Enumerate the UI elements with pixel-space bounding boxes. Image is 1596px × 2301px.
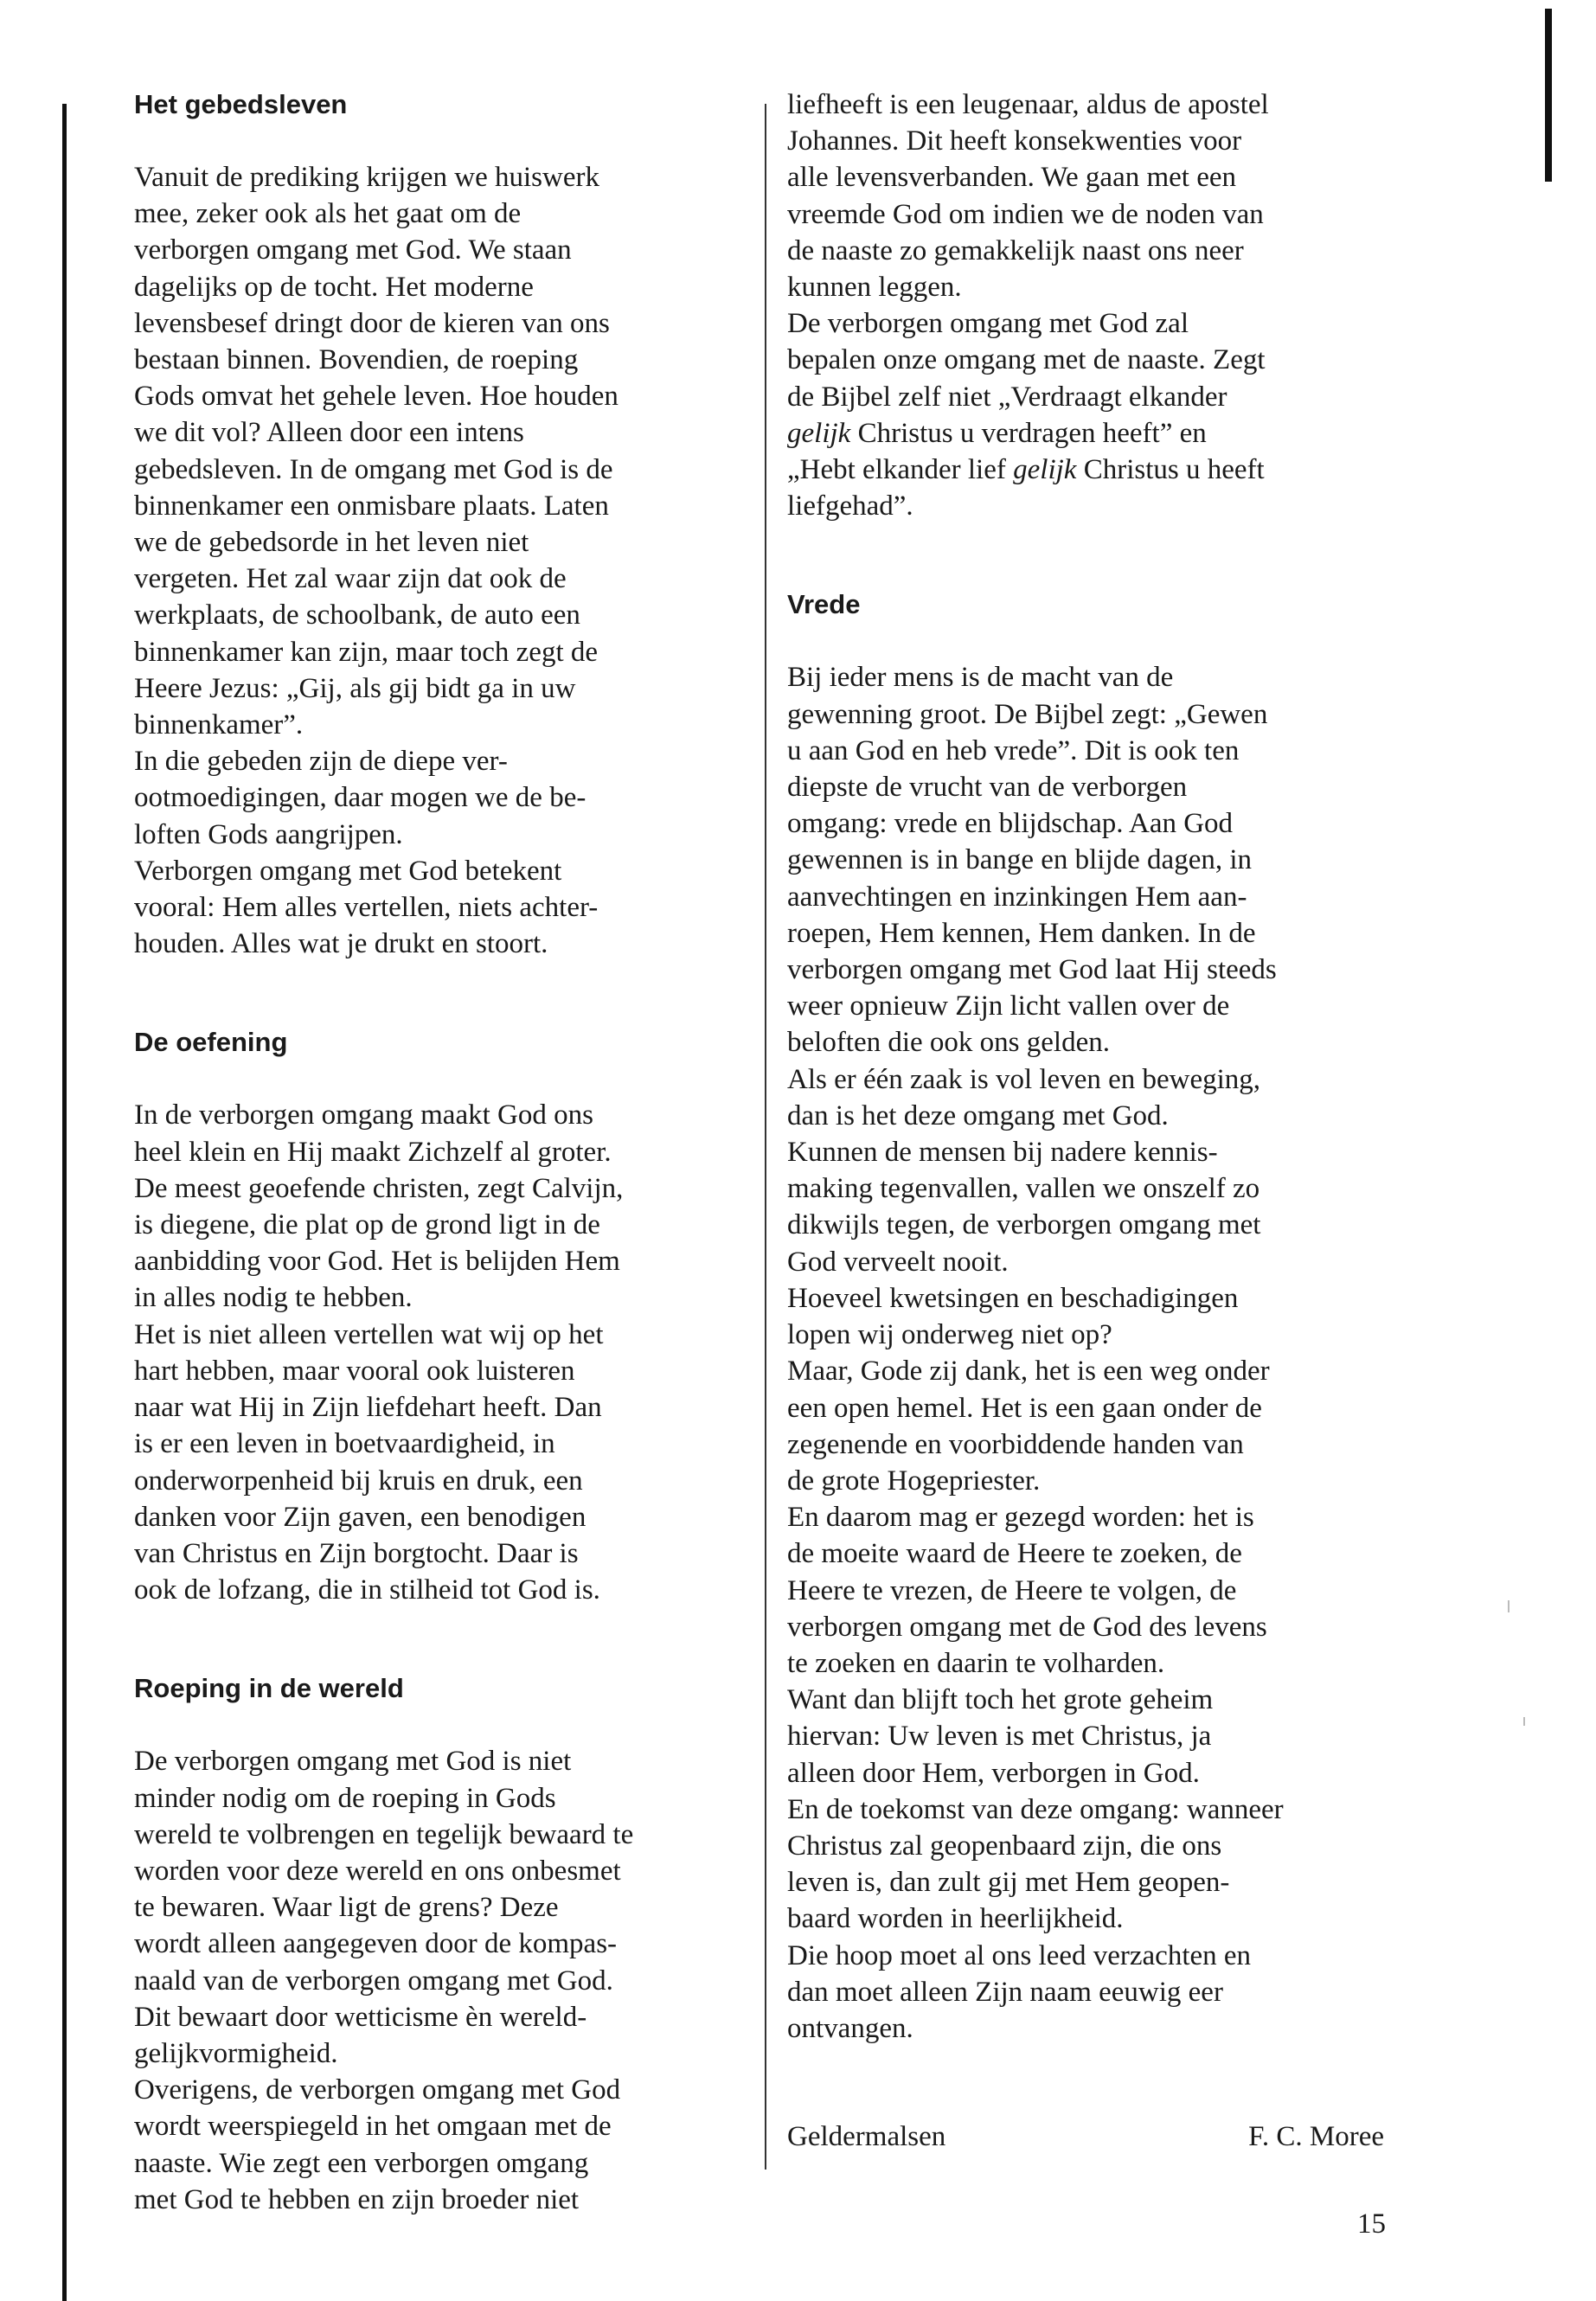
text-line: beloften die ook ons gelden.: [787, 1027, 1110, 1059]
text-line: De verborgen omgang met God zal: [787, 308, 1189, 340]
text-line: te zoeken en daarin te volharden.: [787, 1647, 1165, 1679]
text-line: kunnen leggen.: [787, 272, 962, 304]
left-column: [134, 87, 740, 2218]
text-line: met God te hebben en zijn broeder niet: [134, 2183, 580, 2215]
text-line: liefheeft is een leugenaar, aldus de apostel: [787, 89, 1269, 120]
text-line: te bewaren. Waar ligt de grens? Deze: [134, 1892, 559, 1924]
text-line: Christus zal geopenbaard zijn, die ons: [787, 1830, 1222, 1862]
text-line: Die hoop moet al ons leed verzachten en: [787, 1939, 1252, 1971]
text-line: naar wat Hij in Zijn liefdehart heeft. Dan: [134, 1392, 602, 1424]
section-body-oefening: [134, 1097, 740, 1608]
text-line: vooral: Hem alles vertellen, niets achter-: [134, 892, 599, 924]
text-line: liefgehad”.: [787, 490, 913, 522]
continued-paragraph: [787, 87, 1397, 415]
text-line: God verveelt nooit.: [787, 1246, 1009, 1278]
text-line: gewennen is in bange en blijde dagen, in: [787, 844, 1253, 876]
text-line: Vanuit de prediking krijgen we huiswerk: [134, 162, 599, 193]
text-line: worden voor deze wereld en ons onbesmet: [134, 1855, 621, 1887]
text-line: wordt weerspiegeld in het omgaan met de: [134, 2111, 612, 2143]
text-line: dan is het deze omgang met God.: [787, 1099, 1169, 1131]
text-line: En de toekomst van deze omgang: wanneer: [787, 1793, 1284, 1825]
section-heading-vrede: Vrede: [787, 589, 861, 620]
text-line: de naaste zo gemakkelijk naast ons neer: [787, 234, 1244, 266]
text-line: Johannes. Dit heeft konsekwenties voor: [787, 125, 1242, 157]
scan-speck: [1523, 1717, 1525, 1726]
text-line: is er een leven in boetvaardigheid, in: [134, 1428, 555, 1460]
text-line: bepalen onze omgang met de naaste. Zegt: [787, 344, 1266, 376]
section-heading-roeping: Roeping in de wereld: [134, 1673, 404, 1704]
text-line: dikwijls tegen, de verborgen omgang met: [787, 1209, 1261, 1241]
text-line: Heere te vrezen, de Heere te volgen, de: [787, 1574, 1237, 1606]
text-line: Maar, Gode zij dank, het is een weg onder: [787, 1356, 1270, 1388]
text-line: En daarom mag er gezegd worden: het is: [787, 1502, 1254, 1534]
text-line: werkplaats, de schoolbank, de auto een: [134, 599, 580, 631]
text-line: in alles nodig te hebben.: [134, 1282, 413, 1314]
text-line: verborgen omgang met God. We staan: [134, 234, 572, 266]
byline-author: F. C. Moree: [1248, 2121, 1384, 2152]
column-divider: [765, 104, 766, 2170]
text-line: dan moet alleen Zijn naam eeuwig eer: [787, 1976, 1223, 2008]
text-line: binnenkamer een onmisbare plaats. Laten: [134, 490, 609, 522]
text-line: baard worden in heerlijkheid.: [787, 1903, 1124, 1935]
text-line: Het is niet alleen vertellen wat wij op het: [134, 1318, 604, 1350]
text-line: Bij ieder mens is de macht van de: [787, 662, 1174, 694]
text-line: gelijk Christus u verdragen heeft” en: [787, 417, 1207, 449]
page-number: 15: [1357, 2208, 1386, 2240]
text-line: wordt alleen aangegeven door de kompas-: [134, 1928, 618, 1960]
text-line: Hoeveel kwetsingen en beschadigingen: [787, 1282, 1239, 1314]
text-line: zegenende en voorbiddende handen van: [787, 1428, 1244, 1460]
text-line: gelijkvormigheid.: [134, 2037, 338, 2069]
section-heading-oefening: De oefening: [134, 1027, 288, 1058]
text-line: verborgen omgang met de God des levens: [787, 1611, 1267, 1643]
text-line: onderworpenheid bij kruis en druk, een: [134, 1465, 583, 1497]
page-edge-mark: [1545, 9, 1552, 182]
text-line: de moeite waard de Heere te zoeken, de: [787, 1538, 1242, 1570]
section-heading-gebedsleven: Het gebedsleven: [134, 89, 348, 119]
text-line: binnenkamer”.: [134, 709, 304, 741]
text-line: gewenning groot. De Bijbel zegt: „Gewen: [787, 698, 1268, 730]
text-line: wereld te volbrengen en tegelijk bewaard te: [134, 1818, 634, 1850]
text-line: „Hebt elkander lief gelijk Christus u heeft: [787, 454, 1265, 486]
text-line: we dit vol? Alleen door een intens: [134, 417, 524, 449]
text-line: Verborgen omgang met God betekent: [134, 855, 562, 887]
text-line: heel klein en Hij maakt Zichzelf al groter.: [134, 1136, 612, 1168]
text-line: naaste. Wie zegt een verborgen omgang: [134, 2147, 589, 2179]
text-line: houden. Alles wat je drukt en stoort.: [134, 928, 548, 960]
text-line: leven is, dan zult gij met Hem geopen-: [787, 1867, 1230, 1899]
text-line: danken voor Zijn gaven, een benodigen: [134, 1501, 586, 1533]
text-line: u aan God en heb vrede”. Dit is ook ten: [787, 734, 1240, 766]
text-line: Heere Jezus: „Gij, als gij bidt ga in uw: [134, 672, 576, 704]
section-body-roeping: [134, 1743, 740, 2218]
section-body-vrede: [787, 659, 1397, 2047]
text-line: dagelijks op de tocht. Het moderne: [134, 271, 534, 303]
text-line: making tegenvallen, vallen we onszelf zo: [787, 1173, 1260, 1205]
text-line: In die gebeden zijn de diepe ver-: [134, 746, 508, 778]
text-line: diepste de vrucht van de verborgen: [787, 772, 1188, 804]
text-line: De meest geoefende christen, zegt Calvijn,: [134, 1172, 624, 1204]
text-line: binnenkamer kan zijn, maar toch zegt de: [134, 636, 599, 668]
text-line: bestaan binnen. Bovendien, de roeping: [134, 344, 579, 376]
text-line: is diegene, die plat op de grond ligt in de: [134, 1209, 600, 1241]
text-line: alleen door Hem, verborgen in God.: [787, 1757, 1200, 1789]
text-line: we de gebedsorde in het leven niet: [134, 527, 529, 559]
text-line: weer opnieuw Zijn licht vallen over de: [787, 990, 1230, 1022]
text-line: ook de lofzang, die in stilheid tot God is.: [134, 1574, 600, 1606]
text-line: naald van de verborgen omgang met God.: [134, 1965, 613, 1997]
text-line: De verborgen omgang met God is niet: [134, 1746, 572, 1778]
text-line: verborgen omgang met God laat Hij steeds: [787, 954, 1277, 986]
text-line: hart hebben, maar vooral ook luisteren: [134, 1355, 575, 1387]
text-line: omgang: vrede en blijdschap. Aan God: [787, 808, 1234, 840]
page-edge-shadow: [62, 104, 67, 2301]
text-line: alle levensverbanden. We gaan met een: [787, 162, 1236, 194]
text-line: Want dan blijft toch het grote geheim: [787, 1684, 1214, 1716]
text-line: roepen, Hem kennen, Hem danken. In de: [787, 917, 1256, 949]
right-column: [787, 87, 1397, 2047]
text-line: Kunnen de mensen bij nadere kennis-: [787, 1137, 1218, 1169]
text-line: ootmoedigingen, daar mogen we de be-: [134, 782, 586, 814]
section-body-gebedsleven: [134, 159, 740, 962]
text-line: gebedsleven. In de omgang met God is de: [134, 453, 613, 485]
text-line: aanvechtingen en inzinkingen Hem aan-: [787, 881, 1247, 913]
text-line: minder nodig om de roeping in Gods: [134, 1782, 556, 1814]
scan-speck: [1508, 1600, 1509, 1612]
text-line: Dit bewaart door wetticisme èn wereld-: [134, 2001, 587, 2033]
text-line: de Bijbel zelf niet „Verdraagt elkander: [787, 381, 1227, 413]
text-line: hiervan: Uw leven is met Christus, ja: [787, 1721, 1212, 1753]
text-line: Gods omvat het gehele leven. Hoe houden: [134, 381, 619, 413]
text-line: mee, zeker ook als het gaat om de: [134, 198, 522, 230]
text-line: lopen wij onderweg niet op?: [787, 1319, 1112, 1351]
text-line: van Christus en Zijn borgtocht. Daar is: [134, 1537, 579, 1569]
text-line: aanbidding voor God. Het is belijden Hem: [134, 1246, 620, 1278]
text-line: loften Gods aangrijpen.: [134, 818, 403, 850]
text-line: Als er één zaak is vol leven en beweging,: [787, 1063, 1261, 1095]
text-line: de grote Hogepriester.: [787, 1465, 1041, 1497]
text-line: levensbesef dringt door de kieren van ons: [134, 307, 610, 339]
byline-place: Geldermalsen: [787, 2121, 946, 2152]
text-line: vreemde God om indien we de noden van: [787, 198, 1264, 230]
text-line: vergeten. Het zal waar zijn dat ook de: [134, 563, 567, 595]
text-line: een open hemel. Het is een gaan onder de: [787, 1392, 1262, 1424]
text-line: ontvangen.: [787, 2012, 913, 2044]
text-line: In de verborgen omgang maakt God ons: [134, 1099, 593, 1131]
text-line: Overigens, de verborgen omgang met God: [134, 2074, 621, 2106]
